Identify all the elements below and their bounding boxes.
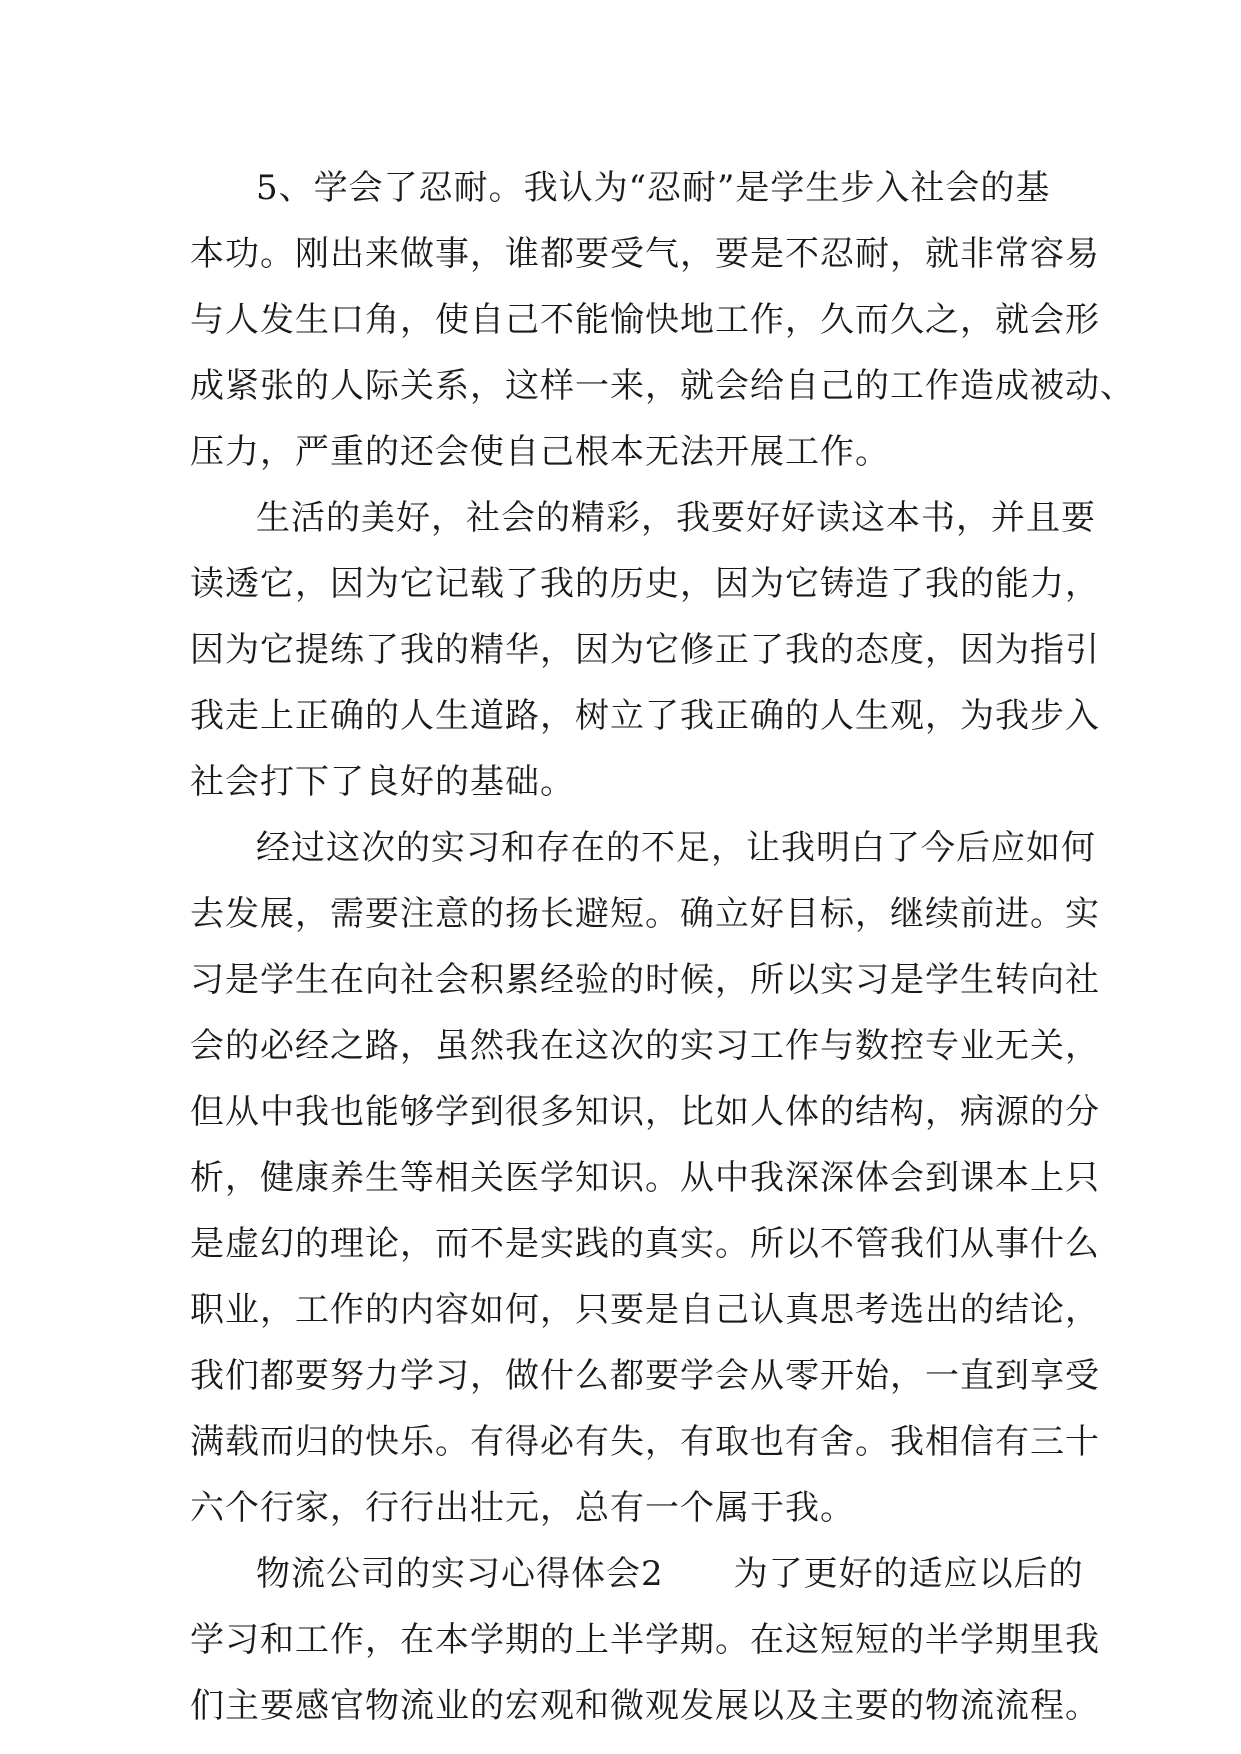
- paragraph-line: 物流公司的实习心得体会2 为了更好的适应以后的: [256, 1554, 1084, 1594]
- paragraph: [190, 485, 1100, 815]
- paragraph-line: 析，健康养生等相关医学知识。从中我深深体会到课本上只: [190, 1158, 1100, 1198]
- paragraph-line: 生活的美好，社会的精彩，我要好好读这本书，并且要: [256, 498, 1096, 538]
- paragraph-line: 读透它，因为它记载了我的历史，因为它铸造了我的能力，: [190, 564, 1100, 604]
- paragraph: [190, 1541, 1100, 1739]
- paragraph-line: 但从中我也能够学到很多知识，比如人体的结构，病源的分: [190, 1092, 1100, 1132]
- paragraph-line: 是虚幻的理论，而不是实践的真实。所以不管我们从事什么: [190, 1224, 1100, 1264]
- paragraph-line: 与人发生口角，使自己不能愉快地工作，久而久之，就会形: [190, 300, 1100, 340]
- paragraph-line: 本功。刚出来做事，谁都要受气，要是不忍耐，就非常容易: [190, 234, 1100, 274]
- paragraph-line: 满载而归的快乐。有得必有失，有取也有舍。我相信有三十: [190, 1422, 1100, 1462]
- paragraph-line: 社会打下了良好的基础。: [190, 762, 575, 802]
- paragraph-line: 们主要感官物流业的宏观和微观发展以及主要的物流流程。: [190, 1686, 1100, 1726]
- paragraph-line: 职业，工作的内容如何，只要是自己认真思考选出的结论，: [190, 1290, 1100, 1330]
- paragraph-line: 5、学会了忍耐。我认为“忍耐”是学生步入社会的基: [256, 168, 1051, 208]
- paragraph-line: 六个行家，行行出壮元，总有一个属于我。: [190, 1488, 855, 1528]
- paragraph-line: 我走上正确的人生道路，树立了我正确的人生观，为我步入: [190, 696, 1100, 736]
- paragraph-line: 我们都要努力学习，做什么都要学会从零开始，一直到享受: [190, 1356, 1100, 1396]
- paragraph-line: 成紧张的人际关系，这样一来，就会给自己的工作造成被动、: [190, 366, 1135, 406]
- paragraph-line: 经过这次的实习和存在的不足，让我明白了今后应如何: [256, 828, 1096, 868]
- paragraph: [190, 815, 1100, 1541]
- paragraph: [190, 155, 1135, 485]
- paragraph-line: 去发展，需要注意的扬长避短。确立好目标，继续前进。实: [190, 894, 1100, 934]
- paragraph-line: 习是学生在向社会积累经验的时候，所以实习是学生转向社: [190, 960, 1100, 1000]
- paragraph-line: 压力，严重的还会使自己根本无法开展工作。: [190, 432, 890, 472]
- paragraph-line: 学习和工作，在本学期的上半学期。在这短短的半学期里我: [190, 1620, 1100, 1660]
- paragraph-line: 会的必经之路，虽然我在这次的实习工作与数控专业无关，: [190, 1026, 1100, 1066]
- document-body: [190, 155, 1135, 1739]
- paragraph-line: 因为它提练了我的精华，因为它修正了我的态度，因为指引: [190, 630, 1100, 670]
